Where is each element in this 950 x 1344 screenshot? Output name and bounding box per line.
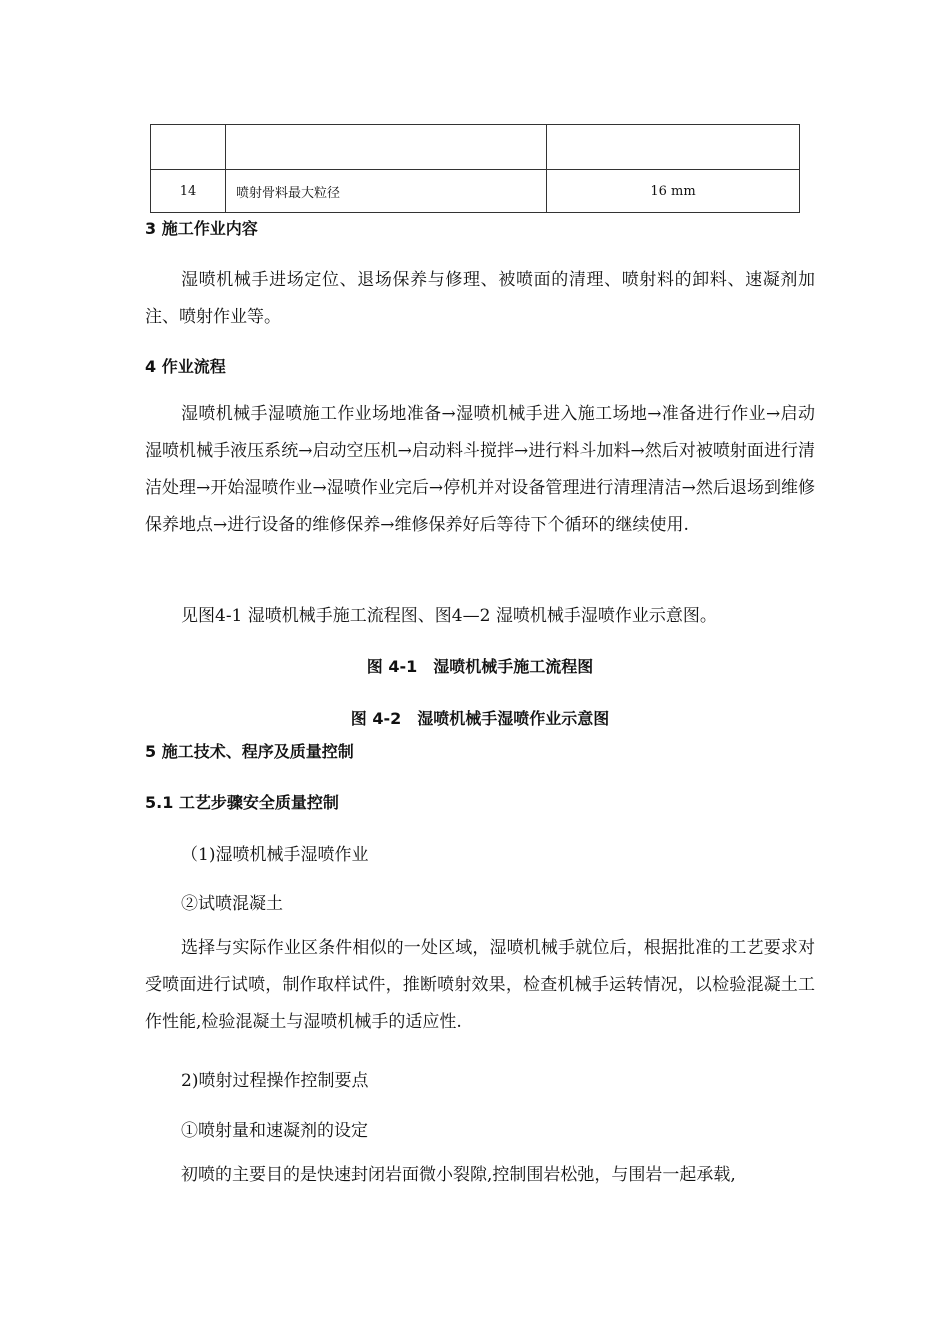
param-value: [547, 125, 800, 170]
section-3-text: 湿喷机械手进场定位、退场保养与修理、被喷面的清理、喷射料的卸料、速凝剂加注、喷射作业等。: [145, 270, 815, 327]
figure-4-2-caption: 图 4-2 湿喷机械手湿喷作业示意图: [350, 709, 610, 728]
item-1-heading: （1)湿喷机械手湿喷作业: [181, 845, 369, 865]
figure-reference: 见图4-1 湿喷机械手施工流程图、图4—2 湿喷机械手湿喷作业示意图。: [181, 606, 717, 626]
item-2-heading: 2)喷射过程操作控制要点: [181, 1071, 369, 1091]
section-5-heading: 5 施工技术、程序及质量控制: [145, 742, 354, 761]
item-2-subheading: ①喷射量和速凝剂的设定: [181, 1121, 368, 1141]
item-1-subheading: ②试喷混凝土: [181, 894, 283, 914]
section-4-text: 湿喷机械手湿喷施工作业场地准备→湿喷机械手进入施工场地→准备进行作业→启动湿喷机械手液压系统→启动空压机→启动料斗搅拌→进行料斗加料→然后对被喷射面进行清洁处理→开始湿喷作业→湿喷作业完后→停机并对设备管理进行清理清洁→然后退场到维修保养地点→进行设备的维修保养→维修保养好后等待下个循环的继续使用.: [145, 404, 815, 535]
figure-4-1-caption: 图 4-1 湿喷机械手施工流程图: [366, 657, 594, 676]
param-name: [226, 125, 547, 170]
param-value: 16 mm: [547, 170, 800, 213]
section-3-heading: 3 施工作业内容: [145, 219, 258, 238]
table-row: [151, 170, 800, 213]
section-4-heading: 4 作业流程: [145, 357, 226, 376]
item-2-text: 初喷的主要目的是快速封闭岩面微小裂隙,控制围岩松弛，与围岩一起承载,: [181, 1165, 736, 1185]
row-number: [151, 125, 226, 170]
section-5-1-heading: 5.1 工艺步骤安全质量控制: [145, 793, 339, 812]
row-number: 14: [151, 170, 226, 213]
table-row: [151, 125, 800, 170]
param-name: 喷射骨料最大粒径: [226, 170, 547, 213]
item-1-text: 选择与实际作业区条件相似的一处区域，湿喷机械手就位后，根据批准的工艺要求对受喷面进行试喷，制作取样试件，推断喷射效果，检查机械手运转情况，以检验混凝土工作性能,检验混凝土与湿喷机械手的适应性.: [145, 938, 815, 1032]
spec-table: [150, 124, 800, 213]
